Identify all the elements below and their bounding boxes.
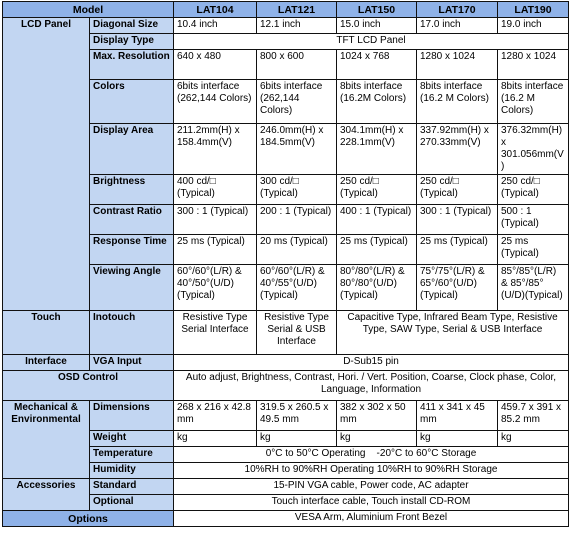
cell: 15.0 inch xyxy=(337,18,417,34)
row-interface xyxy=(3,355,569,371)
cell: 211.2mm(H) x 158.4mm(V) xyxy=(174,124,257,175)
cell: Resistive Type Serial Interface xyxy=(174,311,257,355)
cell: 8bits interface (16.2 M Colors) xyxy=(498,80,569,124)
cell: 268 x 216 x 42.8 mm xyxy=(174,401,257,431)
cell: 6bits interface (262,144 Colors) xyxy=(174,80,257,124)
cell: 200 : 1 (Typical) xyxy=(257,205,337,235)
label-display-area: Display Area xyxy=(90,124,174,175)
column-header-lat121: LAT121 xyxy=(257,2,337,18)
cell: 1280 x 1024 xyxy=(417,50,498,80)
row-dimensions xyxy=(3,401,569,431)
cell: 246.0mm(H) x 184.5mm(V) xyxy=(257,124,337,175)
cell: 8bits interface (16.2M Colors) xyxy=(337,80,417,124)
column-header-lat104: LAT104 xyxy=(174,2,257,18)
label-standard: Standard xyxy=(90,479,174,495)
cell: kg xyxy=(337,431,417,447)
group-accessories: Accessories xyxy=(3,479,90,511)
row-diagonal-size xyxy=(3,18,569,34)
cell: 250 cd/□ (Typical) xyxy=(498,175,569,205)
cell: 85°/85°(L/R) & 85°/85°(U/D)(Typical) xyxy=(498,265,569,311)
label-colors: Colors xyxy=(90,80,174,124)
cell: 376.32mm(H) x 301.056mm(V) xyxy=(498,124,569,175)
cell: 459.7 x 391 x 85.2 mm xyxy=(498,401,569,431)
label-response-time: Response Time xyxy=(90,235,174,265)
cell: 10%RH to 90%RH Operating 10%RH to 90%RH Storage xyxy=(174,463,569,479)
cell: 382 x 302 x 50 mm xyxy=(337,401,417,431)
cell: 300 : 1 (Typical) xyxy=(174,205,257,235)
cell: 75°/75°(L/R) & 65°/60°(U/D)(Typical) xyxy=(417,265,498,311)
group-mechanical-environmental: Mechanical & Environmental xyxy=(3,401,90,479)
label-vga-input: VGA Input xyxy=(90,355,174,371)
cell: 250 cd/□ (Typical) xyxy=(417,175,498,205)
cell: Auto adjust, Brightness, Contrast, Hori. / Vert. Position, Coarse, Clock phase, Color, Language, Information xyxy=(174,371,569,401)
cell: 319.5 x 260.5 x 49.5 mm xyxy=(257,401,337,431)
cell: 12.1 inch xyxy=(257,18,337,34)
label-dimensions: Dimensions xyxy=(90,401,174,431)
cell: 25 ms (Typical) xyxy=(498,235,569,265)
column-header-lat170: LAT170 xyxy=(417,2,498,18)
group-osd-control: OSD Control xyxy=(3,371,174,401)
cell: 19.0 inch xyxy=(498,18,569,34)
cell-display-type: TFT LCD Panel xyxy=(174,34,569,50)
cell: 337.92mm(H) x 270.33mm(V) xyxy=(417,124,498,175)
cell: 300 : 1 (Typical) xyxy=(417,205,498,235)
column-header-lat150: LAT150 xyxy=(337,2,417,18)
cell: 250 cd/□ (Typical) xyxy=(337,175,417,205)
label-weight: Weight xyxy=(90,431,174,447)
cell: 80°/80°(L/R) & 80°/80°(U/D)(Typical) xyxy=(337,265,417,311)
cell: 1024 x 768 xyxy=(337,50,417,80)
cell: D-Sub15 pin xyxy=(174,355,569,371)
cell: kg xyxy=(257,431,337,447)
cell: 400 : 1 (Typical) xyxy=(337,205,417,235)
label-display-type: Display Type xyxy=(90,34,174,50)
cell: 1280 x 1024 xyxy=(498,50,569,80)
row-accessories-standard xyxy=(3,479,569,495)
cell: 25 ms (Typical) xyxy=(417,235,498,265)
cell: 8bits interface (16.2 M Colors) xyxy=(417,80,498,124)
cell: kg xyxy=(498,431,569,447)
cell: 640 x 480 xyxy=(174,50,257,80)
cell: 304.1mm(H) x 228.1mm(V) xyxy=(337,124,417,175)
cell: kg xyxy=(417,431,498,447)
cell: 800 x 600 xyxy=(257,50,337,80)
cell: 500 : 1 (Typical) xyxy=(498,205,569,235)
group-lcd-panel: LCD Panel xyxy=(3,18,90,311)
label-max-resolution: Max. Resolution xyxy=(90,50,174,80)
cell: 0°C to 50°C Operating -20°C to 60°C Storage xyxy=(174,447,569,463)
label-inotouch: Inotouch xyxy=(90,311,174,355)
header-row xyxy=(3,2,569,18)
model-header: Model xyxy=(3,2,174,18)
cell: 400 cd/□ (Typical) xyxy=(174,175,257,205)
cell: kg xyxy=(174,431,257,447)
row-osd-control xyxy=(3,371,569,401)
label-brightness: Brightness xyxy=(90,175,174,205)
label-humidity: Humidity xyxy=(90,463,174,479)
cell: 411 x 341 x 45 mm xyxy=(417,401,498,431)
cell: 17.0 inch xyxy=(417,18,498,34)
specification-table xyxy=(2,1,569,527)
cell: 60°/60°(L/R) & 40°/55°(U/D)(Typical) xyxy=(257,265,337,311)
cell: 10.4 inch xyxy=(174,18,257,34)
label-optional: Optional xyxy=(90,495,174,511)
group-touch: Touch xyxy=(3,311,90,355)
row-options xyxy=(3,511,569,527)
label-diagonal-size: Diagonal Size xyxy=(90,18,174,34)
cell: VESA Arm, Aluminium Front Bezel xyxy=(174,511,569,527)
cell: Touch interface cable, Touch install CD-ROM xyxy=(174,495,569,511)
column-header-lat190: LAT190 xyxy=(498,2,569,18)
label-viewing-angle: Viewing Angle xyxy=(90,265,174,311)
label-options: Options xyxy=(3,511,174,527)
group-interface: Interface xyxy=(3,355,90,371)
cell: 300 cd/□ (Typical) xyxy=(257,175,337,205)
cell: 60°/60°(L/R) & 40°/50°(U/D)(Typical) xyxy=(174,265,257,311)
label-temperature: Temperature xyxy=(90,447,174,463)
cell: 25 ms (Typical) xyxy=(337,235,417,265)
cell: 20 ms (Typical) xyxy=(257,235,337,265)
label-contrast-ratio: Contrast Ratio xyxy=(90,205,174,235)
cell: 25 ms (Typical) xyxy=(174,235,257,265)
cell: Capacitive Type, Infrared Beam Type, Resistive Type, SAW Type, Serial & USB Interface xyxy=(337,311,569,355)
cell: 6bits interface (262,144 Colors) xyxy=(257,80,337,124)
row-touch xyxy=(3,311,569,355)
cell: Resistive Type Serial & USB Interface xyxy=(257,311,337,355)
cell: 15-PIN VGA cable, Power code, AC adapter xyxy=(174,479,569,495)
